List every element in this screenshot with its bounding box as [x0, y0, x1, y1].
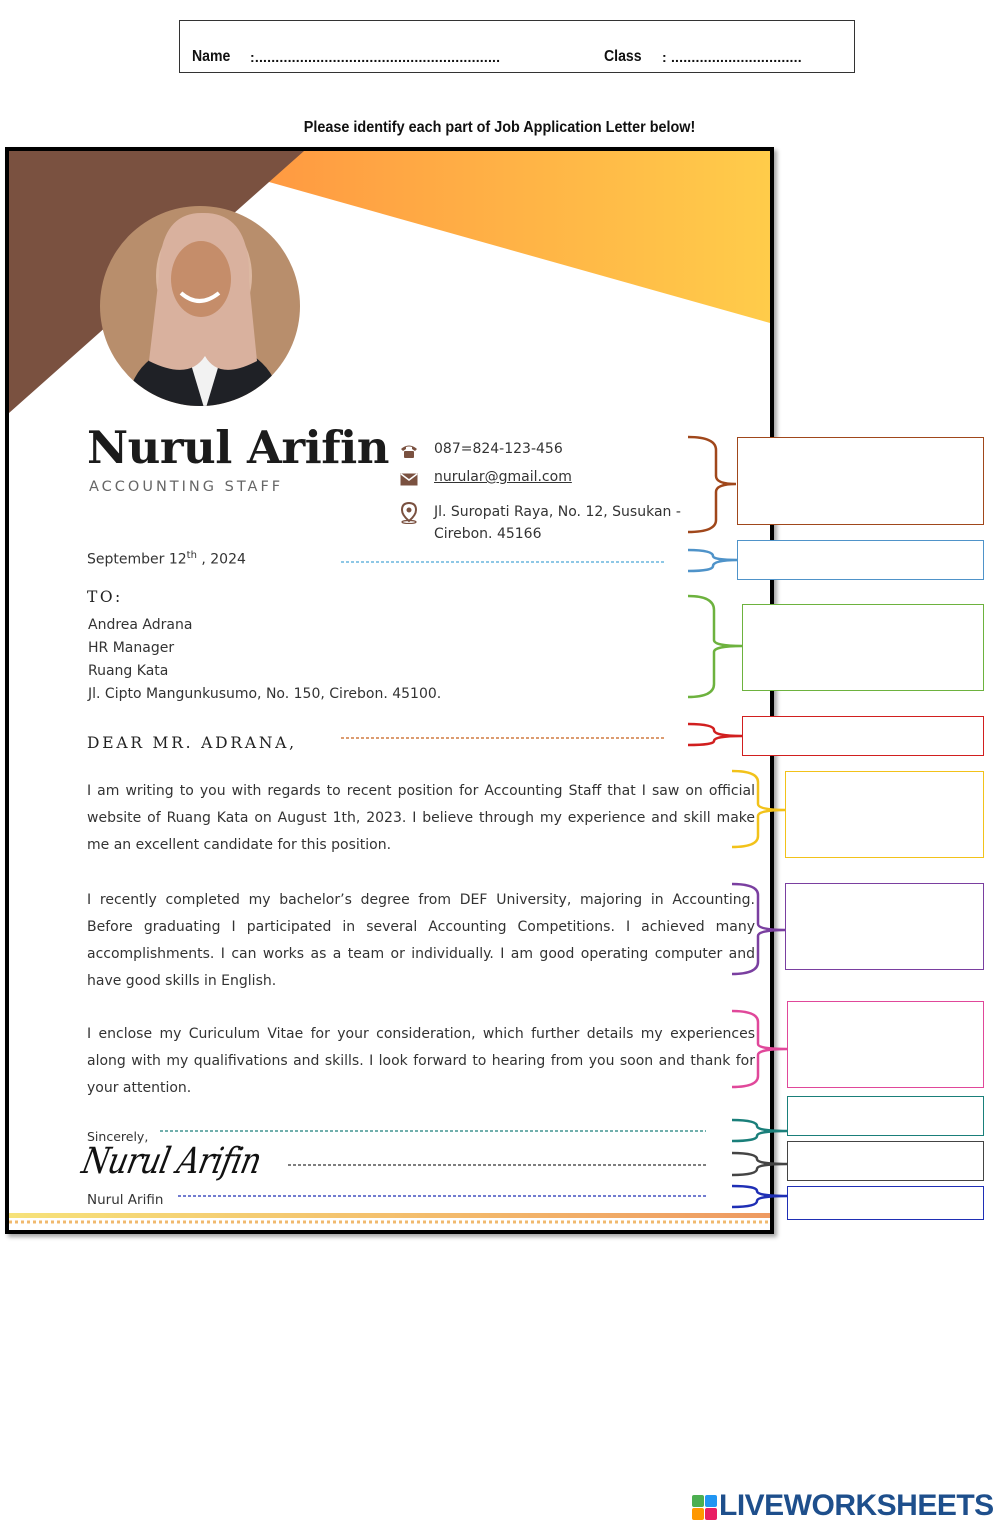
phone-number: 087=824-123-456: [434, 441, 563, 457]
closing-paragraph: I enclose my Curiculum Vitae for your consideration, which further details my experiences along with my qualifivations and skills. I look forward to hearing from you soon and thank for your attention.: [87, 1026, 755, 1096]
signer-name: Nurul Arifin: [87, 1192, 164, 1208]
typed-name-brace: [732, 1186, 787, 1207]
answer-box-inside-address[interactable]: [742, 604, 984, 691]
answer-box-signature[interactable]: [787, 1141, 984, 1181]
opening-paragraph-brace: [732, 771, 785, 847]
salutation-brace: [688, 724, 742, 745]
name-blank[interactable]: :............................................................: [250, 49, 501, 65]
address-line-2: Cirebon. 45166: [434, 526, 542, 542]
recipient-address: Jl. Cipto Mangunkusumo, No. 150, Cirebon. 45100.: [88, 686, 442, 702]
answer-box-heading[interactable]: [737, 437, 984, 525]
salutation: DEAR MR. ADRANA,: [87, 734, 297, 752]
signature: Nurul Arifin: [78, 1141, 265, 1182]
name-label: Name: [192, 48, 231, 65]
answer-box-opening-paragraph[interactable]: [785, 771, 984, 858]
body-paragraph: I recently completed my bachelor’s degree from DEF University, majoring in Accounting. Before graduating I participated in several Accounting Competitions. I achieved many accomplishments. I can works as a team or individually. I am good operating computer and have good skills in English.: [87, 892, 755, 989]
date-brace: [688, 550, 738, 571]
applicant-job-title: ACCOUNTING STAFF: [89, 479, 284, 495]
heading-brace: [688, 437, 736, 532]
signature-brace: [732, 1153, 787, 1175]
opening-paragraph: I am writing to you with regards to recent position for Accounting Staff that I saw on official website of Ruang Kata on August 1th, 2023. I believe through my experience and skill make me an excellent candidate for this position.: [87, 783, 755, 853]
answer-box-typed-name[interactable]: [787, 1186, 984, 1220]
liveworksheets-wordmark: LIVEWORKSHEETS: [719, 1489, 994, 1522]
class-blank[interactable]: : ................................: [662, 49, 802, 65]
recipient-name: Andrea Adrana: [88, 617, 193, 633]
inside-address-brace: [688, 596, 742, 697]
answer-box-closing-paragraph[interactable]: [787, 1001, 984, 1088]
complimentary-close: Sincerely,: [87, 1129, 149, 1144]
recipient-position: HR Manager: [88, 640, 175, 656]
complimentary-close-brace: [732, 1120, 787, 1141]
letter-date: September 12th , 2024: [87, 550, 246, 568]
to-label: TO:: [87, 588, 123, 606]
applicant-name: Nurul Arifin: [87, 421, 389, 474]
answer-box-salutation[interactable]: [742, 716, 984, 756]
instruction-text: Please identify each part of Job Application Letter below!: [304, 119, 696, 136]
address-line-1: Jl. Suropati Raya, No. 12, Susukan -: [434, 504, 681, 520]
email-address[interactable]: nurular@gmail.com: [434, 469, 572, 485]
answer-box-date[interactable]: [737, 540, 984, 580]
answer-box-body-paragraph[interactable]: [785, 883, 984, 970]
class-label: Class: [604, 48, 642, 65]
closing-paragraph-brace: [732, 1011, 787, 1087]
liveworksheets-icon: [692, 1495, 718, 1521]
body-paragraph-brace: [732, 884, 785, 974]
recipient-company: Ruang Kata: [88, 663, 169, 679]
answer-box-complimentary-close[interactable]: [787, 1096, 984, 1136]
